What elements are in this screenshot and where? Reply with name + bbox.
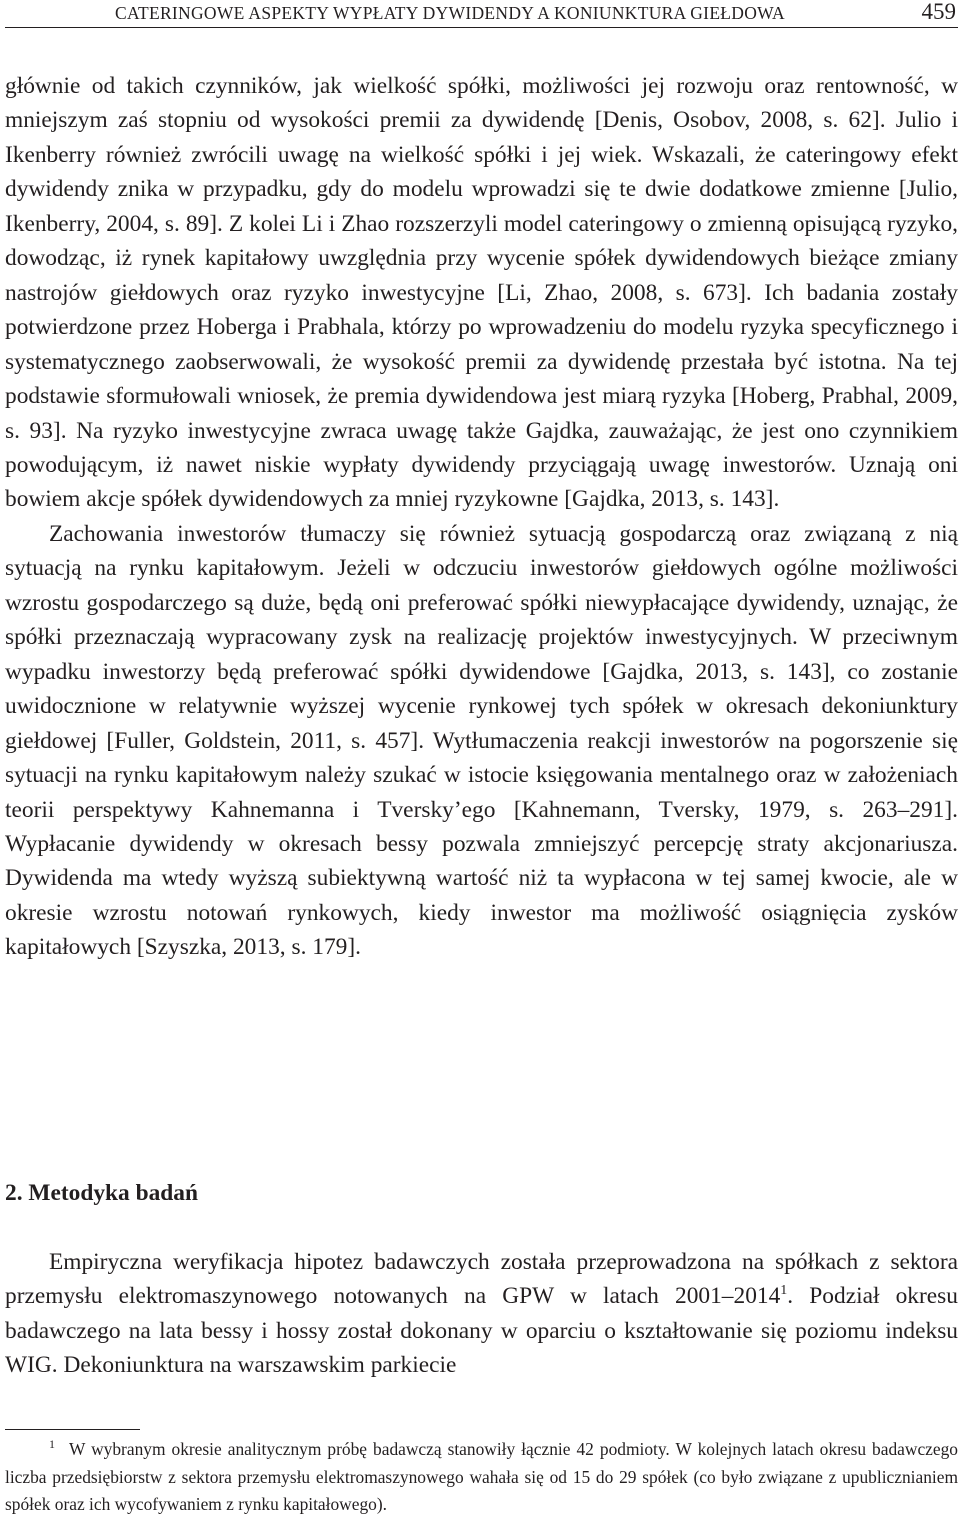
section-paragraph [5, 1245, 958, 1383]
page-number: 459 [921, 0, 956, 24]
section-heading: 2. Metodyka badań [5, 1180, 199, 1206]
document-page [5, 0, 958, 1520]
body-paragraph-2: Zachowania inwestorów tłumaczy się również sytuacją gospodarczą oraz związaną z nią sytuacją na rynku kapitałowym. Jeżeli w odczuciu inwestorów giełdowych ogólne możliwości wzrostu gospodarczego są duże, będą oni preferować spółki niewypłacające dywidendy, uznając, że spółki przeznaczają wypracowany zysk na realizację projektów inwestycyjnych. W przeciwnym wypadku inwestorzy będą preferować spółki dywidendowe [Gajdka, 2013, s. 143], co zostanie uwidocznione w relatywnie wyższej wycenie rynkowej tych spółek w okresach dekoniunktury giełdowej [Fuller, Goldstein, 2011, s. 457]. Wytłumaczenia reakcji inwestorów na pogorszenie się sytuacji na rynku kapitałowym należy szukać w istocie księgowania mentalnego oraz w założeniach teorii perspektywy Kahnemanna i Tversky’ego [Kahnemann, Tversky, 1979, s. 263–291]. Wypłacanie dywidendy w okresach bessy pozwala zmniejszyć percepcję straty akcjonariusza. Dywidenda ma wtedy wyższą subiektywną wartość niż ta wypłacona w tej samej kwocie, ale w okresie wzrostu notowań rynkowych, kiedy inwestor ma możliwość osiągnięcia zysków kapitałowych [Szyszka, 2013, s. 179]. [5, 520, 958, 961]
footnote-text: W wybranym okresie analitycznym próbę badawczą stanowiły łącznie 42 podmioty. W kolejnych latach okresu badawczego liczba przedsiębiorstw z sektora przemysłu elektromaszynowego wahała się od 15 do 29 spółek (co było związane z upublicznianiem spółek oraz ich wycofywaniem z rynku kapitałowego). [5, 1439, 958, 1514]
footnote-reference[interactable]: 1 [780, 1283, 788, 1299]
footnote [5, 1436, 958, 1519]
footnote-mark: 1 [49, 1437, 55, 1452]
body-text [5, 69, 958, 965]
running-header [5, 0, 958, 28]
footnote-divider [5, 1429, 140, 1430]
body-paragraph-1: głównie od takich czynników, jak wielkość spółki, możliwości jej rozwoju oraz rentowność, w mniejszym zaś stopniu od wysokości premii za dywidendę [Denis, Osobov, 2008, s. 62]. Julio i Ikenberry również zwrócili uwagę na wielkość spółki i jej wiek. Wskazali, że cateringowy efekt dywidendy znika w przypadku, gdy do modelu wprowadzi się te dwie dodatkowe zmienne [Julio, Ikenberry, 2004, s. 89]. Z kolei Li i Zhao rozszerzyli model cateringowy o zmienną opisującą ryzyko, dowodząc, iż rynek kapitałowy uwzględnia przy wycenie spółek dywidendowych bieżące zmiany nastrojów giełdowych oraz ryzyko inwestycyjne [Li, Zhao, 2008, s. 673]. Ich badania zostały potwierdzone przez Hoberga i Prabhala, którzy po wprowadzeniu do modelu ryzyka specyficznego i systematycznego zaobserwowali, że wysokość premii za dywidendę przestała być istotna. Na tej podstawie sformułowali wniosek, że premia dywidendowa jest miarą ryzyka [Hoberg, Prabhal, 2009, s. 93]. Na ryzyko inwestycyjne zwraca uwagę także Gajdka, zauważając, że jest ono czynnikiem powodującym, iż nawet niskie wypłaty dywidendy przyciągają uwagę inwestorów. Uznają oni bowiem akcje spółek dywidendowych za mniej ryzykowne [Gajdka, 2013, s. 143]. [5, 73, 958, 513]
section-body [5, 1245, 958, 1383]
section-paragraph-start: Empiryczna weryfikacja hipotez badawczych została przeprowadzona na spółkach z sektora przemysłu elektromaszynowego notowanych na GPW w latach 2001–2014 [5, 1249, 958, 1310]
running-title: CATERINGOWE ASPEKTY WYPŁATY DYWIDENDY A KONIUNKTURA GIEŁDOWA [115, 3, 785, 23]
section-paragraph-end: . Podział okresu badawczego na lata bessy i hossy został dokonany w oparciu o kształtowanie się poziomu indeksu WIG. Dekoniunktura na warszawskim parkiecie [5, 1283, 958, 1379]
